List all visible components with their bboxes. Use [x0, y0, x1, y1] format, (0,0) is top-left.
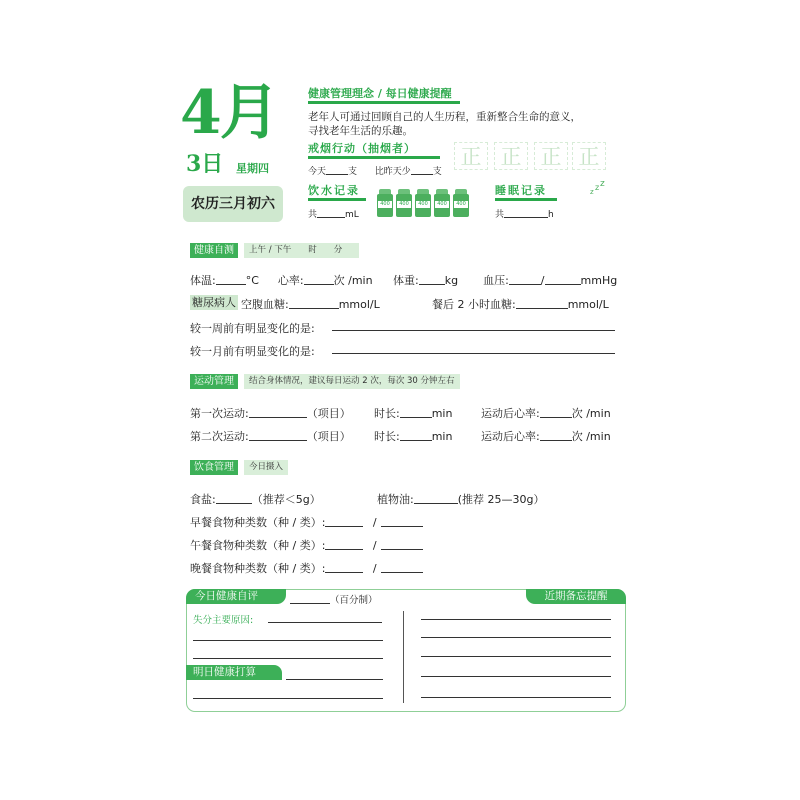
lunch-categories-field[interactable] — [381, 539, 423, 550]
lunar-date-box: 农历三月初六 — [183, 186, 283, 222]
month-change-label: 较一月前有明显变化的是: — [190, 345, 315, 358]
plan-tag: 明日健康打算 — [186, 665, 282, 680]
breakfast-kinds-field[interactable] — [325, 516, 363, 527]
exercise-1-hr-field[interactable] — [540, 407, 572, 418]
self-test-tag: 健康自测 — [190, 243, 238, 258]
bp-diastolic-field[interactable] — [545, 274, 581, 285]
post-meal-glucose-field[interactable] — [516, 298, 568, 309]
temp-field[interactable] — [216, 274, 246, 285]
concept-underline — [308, 101, 460, 104]
score-row: （百分制） — [290, 592, 378, 606]
exercise-row-1-hr: 运动后心率: 次 /min — [481, 407, 611, 420]
exercise-row-1-duration: 时长: min — [374, 407, 453, 420]
tally-box-4[interactable]: 正 — [572, 142, 606, 170]
smoking-today-field[interactable] — [326, 164, 348, 175]
tally-box-3[interactable]: 正 — [534, 142, 568, 170]
concept-text-1: 老年人可通过回顾自己的人生历程，重新整合生命的意义， — [308, 111, 581, 123]
memo-field-2[interactable] — [421, 637, 611, 638]
memo-field-4[interactable] — [421, 676, 611, 677]
sleep-total: 共 h — [495, 207, 554, 220]
self-eval-tag: 今日健康自评 — [186, 589, 286, 604]
svg-text:z: z — [590, 188, 594, 196]
diet-tag: 饮食管理 — [190, 460, 238, 475]
memo-field-1[interactable] — [421, 619, 611, 620]
sleep-title: 睡眠记录 — [495, 184, 547, 197]
salt-row: 食盐: （推荐＜5g） — [190, 493, 321, 506]
tally-box-2[interactable]: 正 — [494, 142, 528, 170]
exercise-2-hr-field[interactable] — [540, 430, 572, 441]
exercise-note: 结合身体情况，建议每日运动 2 次，每次 30 分钟左右 — [244, 374, 460, 389]
diabetic-tag: 糖尿病人 — [192, 296, 236, 309]
exercise-tag: 运动管理 — [190, 374, 238, 389]
day-label: 3日 — [186, 151, 224, 177]
water-bottle-icon[interactable]: 400 — [453, 189, 469, 217]
dinner-categories-field[interactable] — [381, 562, 423, 573]
sleep-underline — [495, 198, 557, 201]
reason-field-3[interactable] — [193, 658, 383, 659]
exercise-row-2-hr: 运动后心率: 次 /min — [481, 430, 611, 443]
month-title: 4月 — [180, 78, 278, 148]
sleep-total-field[interactable] — [504, 207, 548, 218]
box-divider — [403, 611, 404, 703]
lunch-row: 午餐食物种类数（种 / 类）: / — [190, 537, 423, 553]
weight-field[interactable] — [419, 274, 445, 285]
plan-field-2[interactable] — [193, 698, 383, 699]
bp-systolic-field[interactable] — [509, 274, 541, 285]
tally-box-1[interactable]: 正 — [454, 142, 488, 170]
exercise-2-duration-field[interactable] — [400, 430, 432, 441]
weight-bp-row: 体重: kg 血压: / mmHg — [393, 274, 618, 287]
score-field[interactable] — [290, 593, 330, 604]
svg-text:z: z — [600, 180, 605, 189]
water-bottle-icon[interactable]: 400 — [377, 189, 393, 217]
dinner-row: 晚餐食物种类数（种 / 类）: / — [190, 560, 423, 576]
memo-field-5[interactable] — [421, 697, 611, 698]
salt-field[interactable] — [216, 493, 252, 504]
exercise-1-duration-field[interactable] — [400, 407, 432, 418]
oil-field[interactable] — [414, 493, 458, 504]
month-change-field[interactable] — [332, 353, 615, 354]
fasting-glucose-field[interactable] — [289, 298, 339, 309]
smoking-title: 戒烟行动（抽烟者） — [308, 142, 416, 155]
smoking-underline — [308, 156, 440, 159]
reason-label: 失分主要原因: — [193, 615, 254, 626]
smoking-compare-field[interactable] — [411, 164, 433, 175]
concept-text-2: 寻找老年生活的乐趣。 — [308, 125, 413, 137]
fasting-glucose-row: 空腹血糖: mmol/L — [241, 298, 380, 311]
plan-field-1[interactable] — [286, 679, 383, 680]
weekday-label: 星期四 — [236, 162, 269, 175]
memo-tag: 近期备忘提醒 — [526, 589, 626, 604]
evaluation-box — [186, 589, 626, 712]
self-test-time[interactable]: 上午 / 下午 时 分 — [244, 243, 359, 258]
water-bottle-icon[interactable]: 400 — [415, 189, 431, 217]
water-title: 饮水记录 — [308, 184, 360, 197]
exercise-2-item-field[interactable] — [249, 430, 307, 441]
svg-text:z: z — [595, 183, 600, 192]
moon-sleep-icon — [566, 180, 606, 216]
water-total: 共 mL — [308, 207, 359, 220]
heart-rate-field[interactable] — [304, 274, 334, 285]
reason-field-1[interactable] — [268, 622, 382, 623]
water-underline — [308, 198, 366, 201]
exercise-row-2: 第二次运动: （项目） — [190, 430, 351, 443]
lunch-kinds-field[interactable] — [325, 539, 363, 550]
memo-field-3[interactable] — [421, 656, 611, 657]
reason-field-2[interactable] — [193, 640, 383, 641]
water-bottle-icon[interactable]: 400 — [434, 189, 450, 217]
breakfast-categories-field[interactable] — [381, 516, 423, 527]
oil-row: 植物油: (推荐 25—30g） — [377, 493, 545, 506]
concept-title: 健康管理理念 / 每日健康提醒 — [308, 87, 452, 100]
dinner-kinds-field[interactable] — [325, 562, 363, 573]
post-meal-glucose-row: 餐后 2 小时血糖: mmol/L — [432, 298, 609, 311]
breakfast-row: 早餐食物种类数（种 / 类）: / — [190, 514, 423, 530]
water-total-field[interactable] — [317, 207, 345, 218]
exercise-1-item-field[interactable] — [249, 407, 307, 418]
exercise-row-2-duration: 时长: min — [374, 430, 453, 443]
week-change-label: 较一周前有明显变化的是: — [190, 322, 315, 335]
week-change-field[interactable] — [332, 330, 615, 331]
water-bottle-icon[interactable]: 400 — [396, 189, 412, 217]
exercise-row-1: 第一次运动: （项目） — [190, 407, 351, 420]
diet-note: 今日摄入 — [244, 460, 288, 475]
vitals-row: 体温: °C 心率: 次 /min — [190, 274, 373, 287]
smoking-today: 今天 支 比昨天少 支 — [308, 164, 442, 177]
